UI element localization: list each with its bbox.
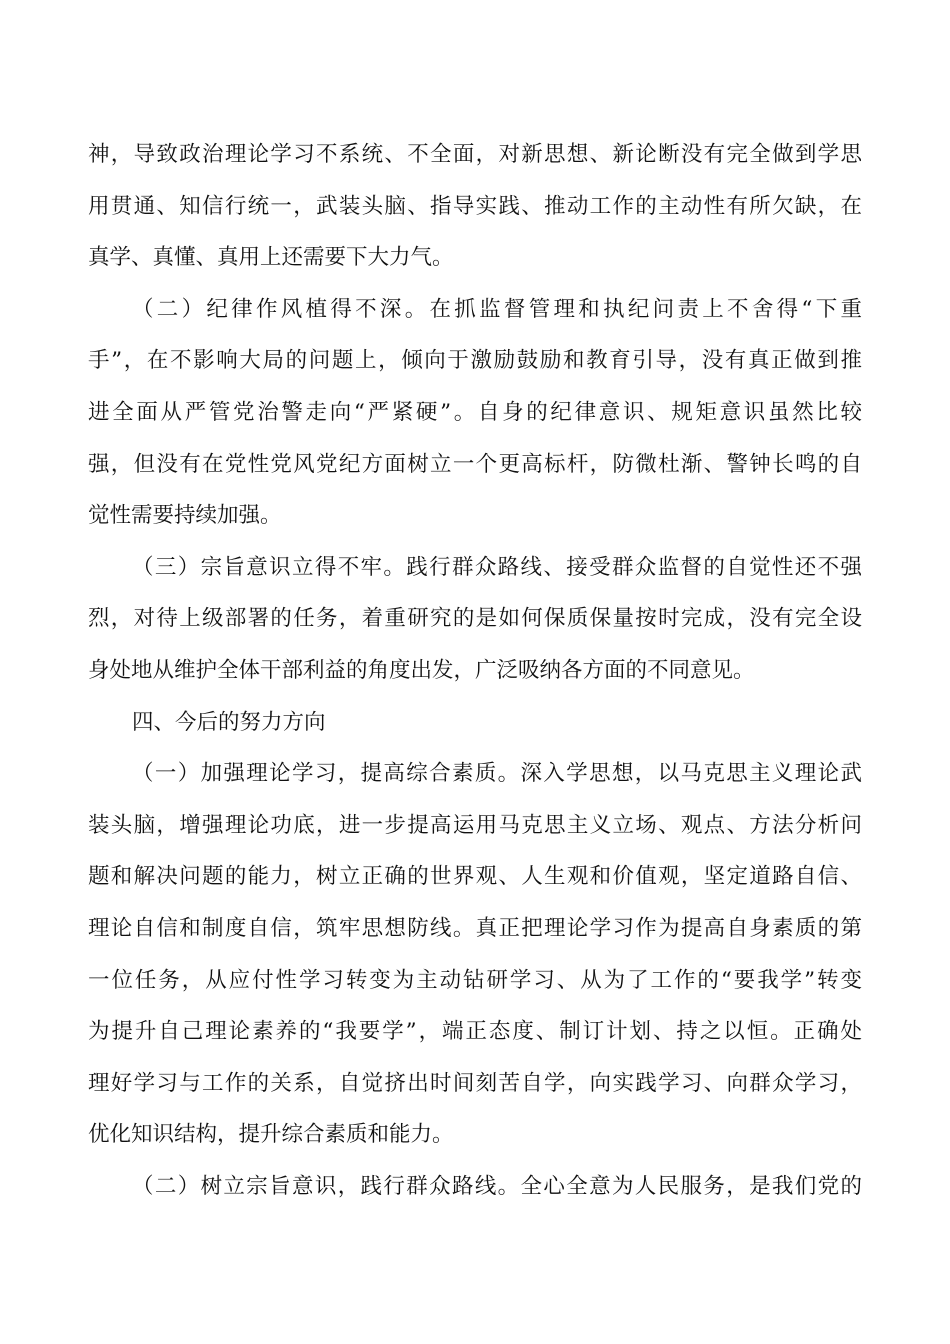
text-line: （二）树立宗旨意识，践行群众路线。全心全意为人民服务，是我们党的 [132,1173,862,1199]
text-line: 用贯通、知信行统一，武装头脑、指导实践、推动工作的主动性有所欠缺，在 [88,193,862,219]
text-line: （二）纪律作风植得不深。在抓监督管理和执纪问责上不舍得“下重 [132,296,862,322]
text-line: 题和解决问题的能力，树立正确的世界观、人生观和价值观，坚定道路自信、 [88,864,862,890]
paragraph [88,284,862,542]
text-line: 觉性需要持续加强。 [88,503,282,529]
text-line: 真学、真懂、真用上还需要下大力气。 [88,245,454,271]
paragraph [88,1161,862,1213]
paragraph [88,129,862,284]
text-line: 装头脑，增强理论功底，进一步提高运用马克思主义立场、观点、方法分析问 [88,812,862,838]
text-line: （一）加强理论学习，提高综合素质。深入学思想，以马克思主义理论武 [132,761,862,787]
paragraph [88,542,862,697]
text-line: 优化知识结构，提升综合素质和能力。 [88,1122,454,1148]
section-heading [88,697,862,749]
text-line: 四、今后的努力方向 [132,709,326,735]
text-line: 理好学习与工作的关系，自觉挤出时间刻苦自学，向实践学习、向群众学习， [88,1070,862,1096]
paragraph [88,748,862,1161]
text-line: 强，但没有在党性党风党纪方面树立一个更高标杆，防微杜渐、警钟长鸣的自 [88,451,862,477]
text-line: 神，导致政治理论学习不系统、不全面，对新思想、新论断没有完全做到学思 [88,142,862,167]
text-line: 烈，对待上级部署的任务，着重研究的是如何保质保量按时完成，没有完全设 [88,606,862,632]
text-line: 身处地从维护全体干部利益的角度出发，广泛吸纳各方面的不同意见。 [88,657,755,683]
text-line: 为提升自己理论素养的“我要学”，端正态度、制订计划、持之以恒。正确处 [88,1019,862,1045]
text-line: 进全面从严管党治警走向“严紧硬”。自身的纪律意识、规矩意识虽然比较 [88,399,862,425]
document-page [88,129,862,1212]
text-line: 一位任务，从应付性学习转变为主动钻研学习、从为了工作的“要我学”转变 [88,967,862,993]
text-line: 手”，在不影响大局的问题上，倾向于激励鼓励和教育引导，没有真正做到推 [88,348,862,374]
text-line: 理论自信和制度自信，筑牢思想防线。真正把理论学习作为提高自身素质的第 [88,915,862,941]
text-line: （三）宗旨意识立得不牢。践行群众路线、接受群众监督的自觉性还不强 [132,554,862,580]
